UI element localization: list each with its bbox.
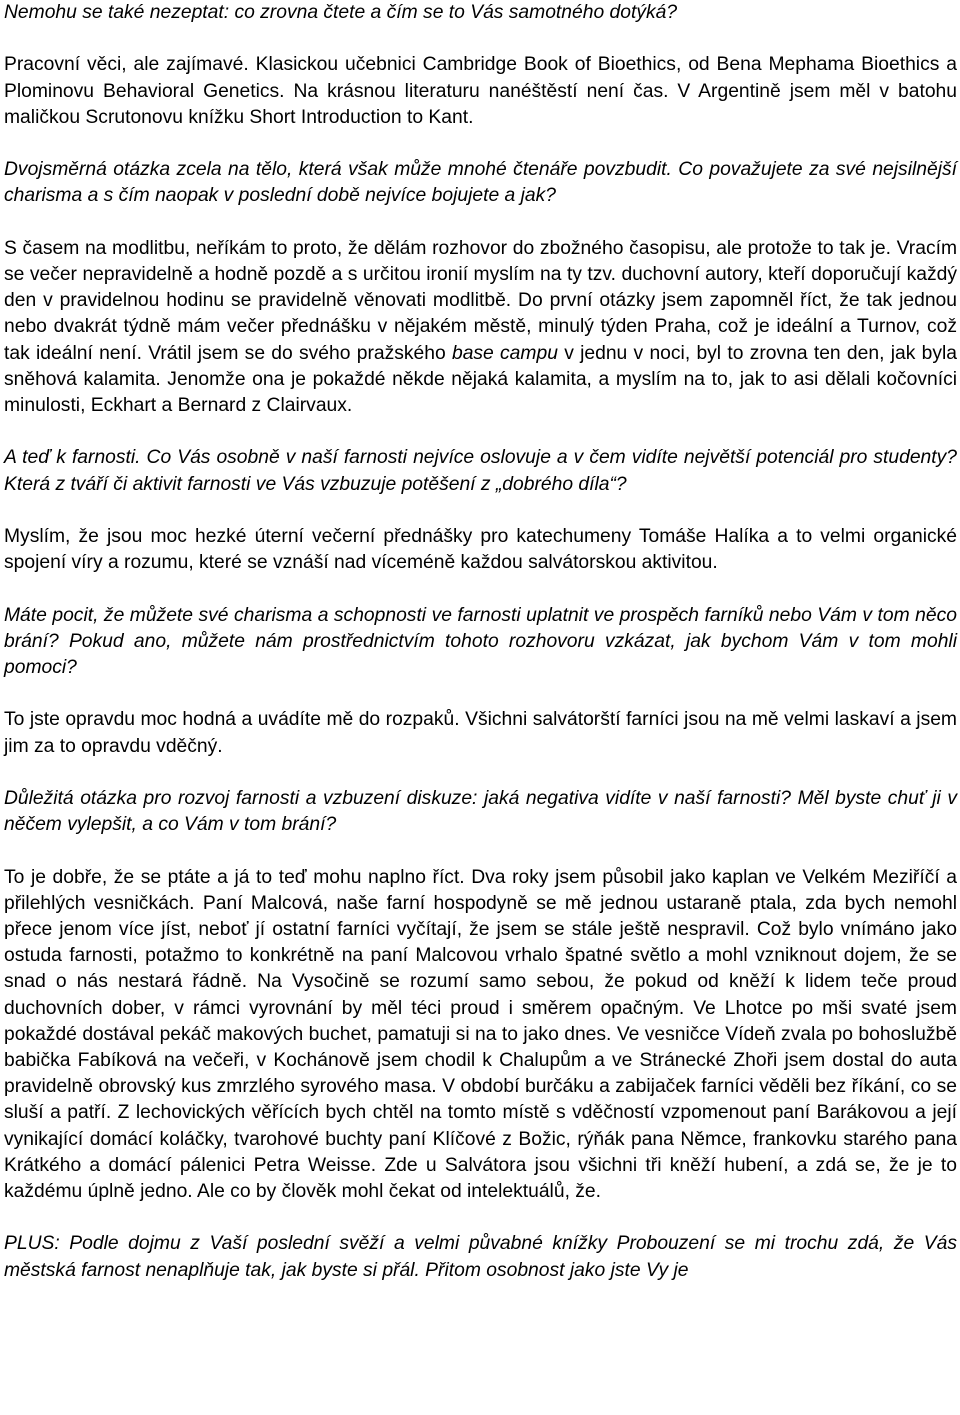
- answer-charisma-part2: v jednu v noci, byl to zrovna ten den, jak byla sněhová kalamita. Jenomže ona je pokaždé někde nějaká kalamita, a myslím na to, jak to asi dělali kočovníci minulosti, Eckhart a Bernard z Clairvaux.: [4, 342, 957, 416]
- answer-charisma: [4, 236, 957, 419]
- question-reading: Nemohu se také nezeptat: co zrovna čtete a čím se to Vás samotného dotýká?: [4, 2, 678, 23]
- paragraph-gap: [0, 210, 960, 236]
- paragraph-gap: [0, 681, 960, 707]
- paragraph-gap: [0, 26, 960, 52]
- question-plus: PLUS: Podle dojmu z Vaší poslední svěží a velmi půvabné knížky Probouzení se mi trochu zdá, že Vás městská farnost nenaplňuje tak, jak byste si přál. Přitom osobnost jako jste Vy je: [4, 1233, 957, 1281]
- answer-charisma-emphasis: base campu: [451, 342, 558, 364]
- paragraph-gap: [0, 419, 960, 445]
- paragraph-gap: [0, 131, 960, 157]
- question-parish: A teď k farnosti. Co Vás osobně v naší farnosti nejvíce oslovuje a v čem vidíte největší potenciál pro studenty? Která z tváří či aktivit farnosti ve Vás vzbuzuje potěšení z „dobrého díla“?: [4, 447, 957, 495]
- paragraph-gap: [0, 760, 960, 786]
- question-charisma: Dvojsměrná otázka zcela na tělo, která však může mnohé čtenáře povzbudit. Co považujete za své nejsilnější charisma a s čím naopak v poslední době nejvíce bojujete a jak?: [4, 159, 957, 207]
- answer-parish: Myslím, že jsou moc hezké úterní večerní přednášky pro katechumeny Tomáše Halíka a to velmi organické spojení víry a rozumu, které se vznáší nad víceméně každou salvátorskou aktivitou.: [4, 525, 957, 574]
- question-help: Máte pocit, že můžete své charisma a schopnosti ve farnosti uplatnit ve prospěch farníků nebo Vám v tom něco brání? Pokud ano, můžete nám prostřednictvím tohoto rozhovoru vzkázat, jak bychom Vám v tom mohli pomoci?: [4, 604, 957, 678]
- answer-charisma-part1: S časem na modlitbu, neříkám to proto, že dělám rozhovor do zbožného časopisu, ale protože to tak je. Vracím se večer nepravidelně a hodně pozdě a s určitou ironií myslím na ty tzv. duchovní autory, kteří doporučují každý den v pravidelnou hodinu se pravidelně věnovati modlitbě. Do první otázky jsem zapomněl říct, že tak jednou nebo dvakrát týdně mám večer přednášku v nějakém městě, minulý týden Praha, což je ideální a Turnov, což tak ideální není. Vrátil jsem se do svého pražského: [4, 237, 957, 364]
- paragraph-gap: [0, 576, 960, 602]
- paragraph-gap: [0, 498, 960, 524]
- question-negatives: Důležitá otázka pro rozvoj farnosti a vzbuzení diskuze: jaká negativa vidíte v naší farnosti? Měl byste chuť ji v něčem vylepšit, a co Vám v tom brání?: [4, 787, 957, 836]
- answer-help: To jste opravdu moc hodná a uvádíte mě do rozpaků. Všichni salvátorští farníci jsou na mě velmi laskaví a jsem jim za to opravdu vděčný.: [4, 709, 957, 757]
- answer-reading: Pracovní věci, ale zajímavé. Klasickou učebnici Cambridge Book of Bioethics, od Bena Mephama Bioethics a Plominovu Behavioral Genetics. Na krásnou literaturu nanéštěstí není čas. V Argentině jsem měl v batohu maličkou Scrutonovu knížku Short Introduction to Kant.: [4, 54, 957, 128]
- paragraph-gap: [0, 838, 960, 864]
- answer-negatives: To je dobře, že se ptáte a já to teď mohu naplno říct. Dva roky jsem působil jako kaplan ve Velkém Meziříčí a přilehlých vesničkách. Paní Malcová, naše farní hospodyně se mě jednou ustaraně ptala, zda bych nemohl přece jenom více jíst, neboť jí ostatní farníci vyčítají, že jsem se stále ještě nespravil. Což bylo vnímáno jako ostuda farnosti, potažmo to konkrétně na paní Malcovou vrhalo špatné světlo a mohl vzniknout dojem, že se snad o nás nestará řádně. Na Vysočině se rozumí samo sebou, že pokud od kněží k lidem teče proud duchovních dober, v rámci vyrovnání by měl téci proud i směrem opačným. Ve Lhotce po mši svaté jsem pokaždé dostával pekáč makových buchet, pamatuji si na to jako dnes. Ve vesničce Vídeň zvala po bohoslužbě babička Fabíková na večeři, v Kochánově jsem chodil k Chalupům a ve Stránecké Zhoři jsem dostal do auta pravidelně obrovský kus zmrzlého syrového masa. V období burčáku a zabijaček farníci věděli bez říkání, co se sluší a patří. Z lechovických věřících bych chtěl na tomto místě s vděčností vzpomenout paní Barákovou a její vynikající domácí koláčky, tvarohové buchty paní Klíčové z Božic, rýňák pana Němce, frankovku starého pana Krátkého a domácí pálenici Petra Weisse. Zde u Salvátora jsou všichni tři kněží hubení, a zdá se, že je to každému úplně jedno. Ale co by člověk mohl čekat od intelektuálů, že.: [4, 866, 957, 1202]
- paragraph-gap: [0, 1205, 960, 1231]
